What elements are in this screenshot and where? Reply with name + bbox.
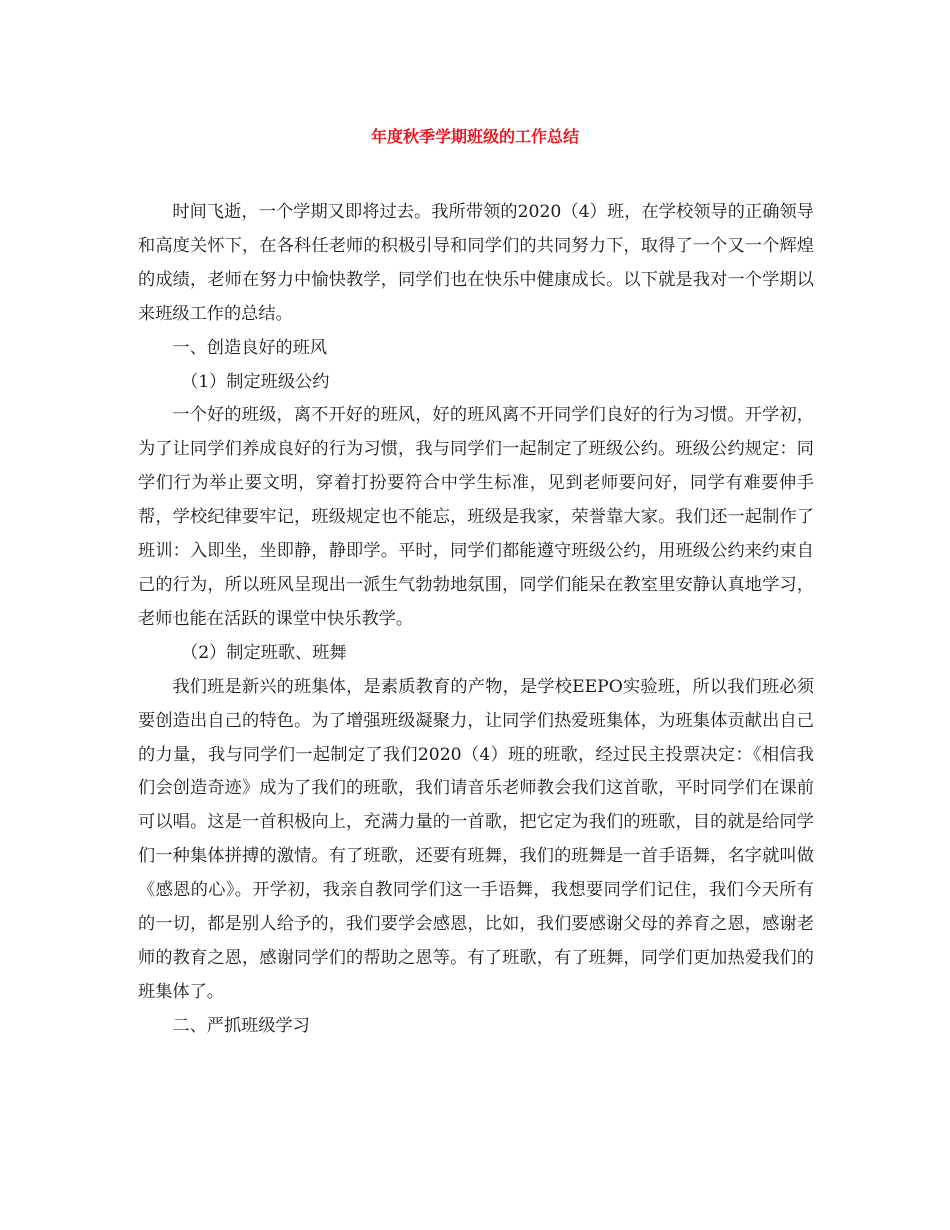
intro-paragraph: 时间飞逝，一个学期又即将过去。我所带领的2020（4）班，在学校领导的正确领导和高度关怀下，在各科任老师的积极引导和同学们的共同努力下，取得了一个又一个辉煌的成绩，老师在努力中愉快教学，同学们也在快乐中健康成长。以下就是我对一个学期以来班级工作的总结。 — [138, 202, 814, 324]
subsection-heading-2: （2）制定班歌、班舞 — [181, 642, 347, 663]
section-heading-2: 二、严抓班级学习 — [172, 1015, 310, 1036]
subsection-paragraph-2: 我们班是新兴的班集体，是素质教育的产物，是学校EEPO实验班，所以我们班必须要创造出自己的特色。为了增强班级凝聚力，让同学们热爱班集体，为班集体贡献出自己的力量，我与同学们一起制定了我们2020（4）班的班歌，经过民主投票决定：《相信我们会创造奇迹》成为了我们的班歌，我们请音乐老师教会我们这首歌，平时同学们在课前可以唱。这是一首积极向上，充满力量的一首歌，把它定为我们的班歌，目的就是给同学们一种集体拼搏的激情。有了班歌，还要有班舞，我们的班舞是一首手语舞，名字就叫做《感恩的心》。开学初，我亲自教同学们这一手语舞，我想要同学们记住，我们今天所有的一切，都是别人给予的，我们要学会感恩，比如，我们要感谢父母的养育之恩，感谢老师的教育之恩，感谢同学们的帮助之恩等。有了班歌，有了班舞，同学们更加热爱我们的班集体了。 — [138, 676, 814, 1002]
document-title: 年度秋季学期班级的工作总结 — [370, 127, 579, 146]
section-heading-1: 一、创造良好的班风 — [172, 337, 328, 358]
subsection-paragraph-1: 一个好的班级，离不开好的班风，好的班风离不开同学们良好的行为习惯。开学初，为了让同学们养成良好的行为习惯，我与同学们一起制定了班级公约。班级公约规定：同学们行为举止要文明，穿着打扮要符合中学生标准，见到老师要问好，同学有难要伸手帮，学校纪律要牢记，班级规定也不能忘，班级是我家，荣誉靠大家。我们还一起制作了班训：入即坐，坐即静，静即学。平时，同学们都能遵守班级公约，用班级公约来约束自己的行为，所以班风呈现出一派生气勃勃地氛围，同学们能呆在教室里安静认真地学习，老师也能在活跃的课堂中快乐教学。 — [138, 405, 814, 629]
subsection-heading-1: （1）制定班级公约 — [181, 371, 330, 392]
document-body — [138, 196, 814, 1044]
